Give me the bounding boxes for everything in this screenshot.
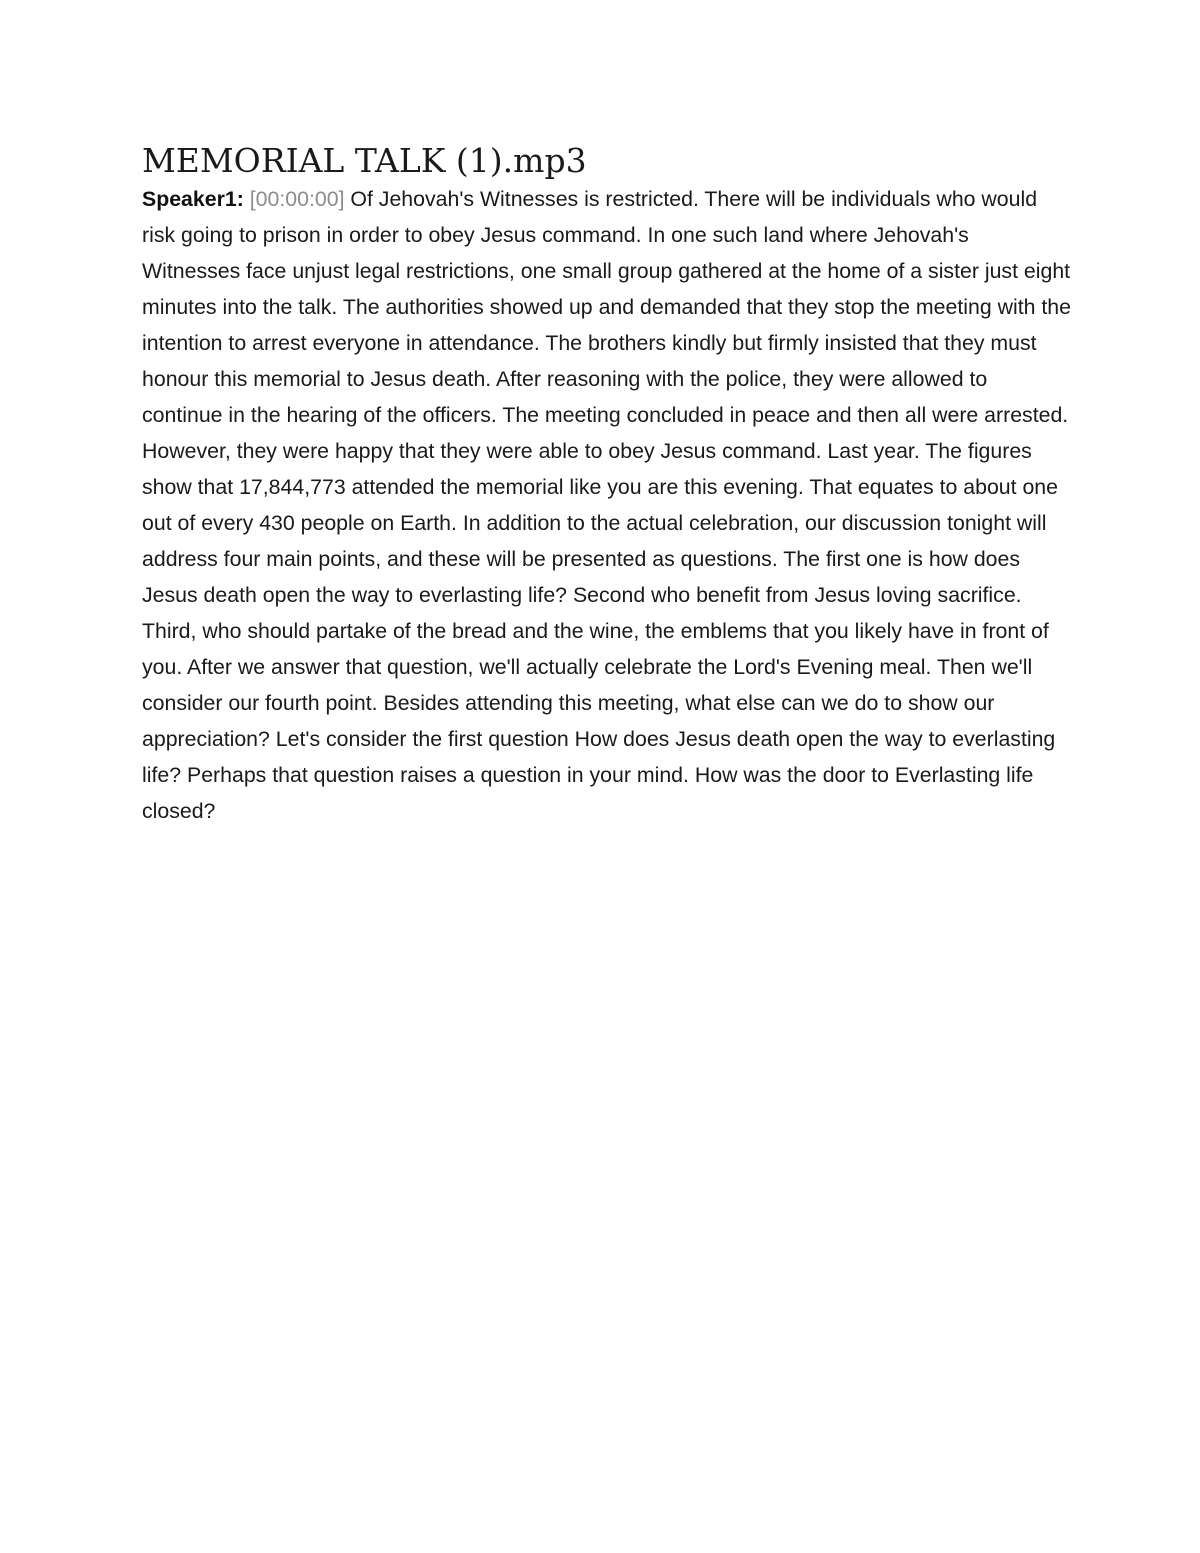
speaker-label: Speaker1: (142, 187, 244, 211)
transcript-text: Of Jehovah's Witnesses is restricted. There will be individuals who would risk going to prison in order to obey Jesus command. In one such land where Jehovah's Witnesses face unjust legal restrictions, one small group gathered at the home of a sister just eight minutes into the talk. The authorities showed up and demanded that they stop the meeting with the intention to arrest everyone in attendance. The brothers kindly but firmly insisted that they must honour this memorial to Jesus death. After reasoning with the police, they were allowed to continue in the hearing of the officers. The meeting concluded in peace and then all were arrested. However, they were happy that they were able to obey Jesus command. Last year. The figures show that 17,844,773 attended the memorial like you are this evening. That equates to about one out of every 430 people on Earth. In addition to the actual celebration, our discussion tonight will address four main points, and these will be presented as questions. The first one is how does Jesus death open the way to everlasting life? Second who benefit from Jesus loving sacrifice. Third, who should partake of the bread and the wine, the emblems that you likely have in front of you. After we answer that question, we'll actually celebrate the Lord's Evening meal. Then we'll consider our fourth point. Besides attending this meeting, what else can we do to show our appreciation? Let's consider the first question How does Jesus death open the way to everlasting life? Perhaps that question raises a question in your mind. How was the door to Everlasting life closed? (142, 187, 1071, 823)
transcript-paragraph (142, 181, 1072, 829)
timestamp: [00:00:00] (249, 187, 345, 211)
document-title: MEMORIAL TALK (1).mp3 (142, 141, 587, 180)
